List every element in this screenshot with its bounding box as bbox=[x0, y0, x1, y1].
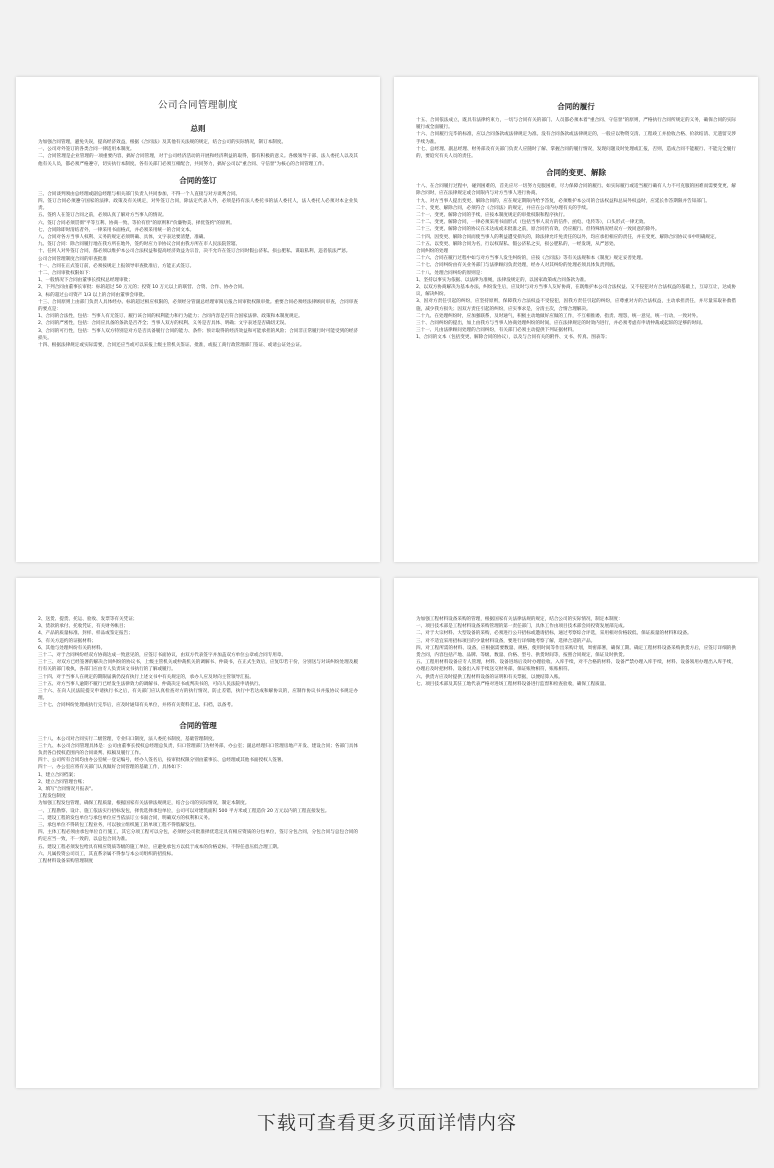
paragraph: 工程发包制度 bbox=[38, 794, 66, 800]
paragraph: 二十二、变更、解除合同，一律必须采用书面形式（包括当事人双方的信件、函电、电传等），口头形式一律无效。 bbox=[416, 220, 648, 226]
section-body-general bbox=[38, 139, 358, 168]
paragraph: 三十五、对方当事人逾期不履行已经发生法律效力的调解书、仲裁决定书或判决书的，可向人民法院申请执行。 bbox=[38, 681, 264, 687]
document-page-4 bbox=[394, 578, 758, 1088]
paragraph: 2、建立合同管理台账； bbox=[38, 779, 87, 785]
paragraph: 三十九、本公司合同管理具体是：公司由董事长授权总经理总负责，归口管理部门为财务部，办公室；副总经理归口管理房地产开发、建设合同；各部门具体负责各自授权范围内的合同谈判、拟稿及履行工作。 bbox=[38, 743, 358, 757]
paragraph: 为加强合同管理，避免失误，提高经济效益，根据《合同法》及其他有关法规的规定，结合公司的实际情况，制订本制度。 bbox=[38, 140, 287, 145]
section-heading-management: 合同的管理 bbox=[179, 720, 217, 730]
section-body-change bbox=[416, 183, 736, 341]
paragraph: 公司合同管理制度合同的审查批准 bbox=[38, 256, 107, 262]
paragraph: 十九、对方当事人提出变更、解除合同的，应在规定期限内给予答复，必须维护本公司的合法权益和总局外权益时，应延长作答期限并告知部门。 bbox=[416, 198, 711, 204]
section-body-performance bbox=[416, 117, 736, 160]
paragraph: 十八、在合同履行过程中，碰到困难的，首先应尽一切努力克服困难，尽力保障合同的履行。如实际履行或适当履行确有人力不可克服的困难而需要变更、解除合同时，应在法律规定或合同限内与对方当事人进行协商。 bbox=[416, 184, 736, 197]
paragraph: 三、对不适宜采用招标项目的少量材料设备，要进行详细地考察了解，选择合适的产品。 bbox=[416, 638, 596, 644]
paragraph: 十五、合同依法成立，既具有法律约束力，一切与合同有关的部门、人员都必须本着"重合同、守信誉"的原则，严格执行合同所规定的义务，确保合同的实际履行或全面履行。 bbox=[416, 118, 736, 131]
document-page-1 bbox=[16, 77, 380, 562]
paragraph: 七、项目技术部及其驻工地代表严格对进场工程材料设备进行监督和检查验收，确保工程质量。 bbox=[416, 681, 609, 687]
paragraph: 十、任何人对外签订合同，都必须以维护本公司合法权益和提高经济效益为宗旨，决不允许在签订合同时假公济私、损公肥私、谋取私利，违者依法严惩。 bbox=[38, 249, 351, 255]
paragraph: 3、因对方责任引起的纠纷，应坚持原则，保障我方合法权益不受侵犯，因我方责任引起的纠纷，应尊重对方的合法权益，主动承担责任，并尽量采取补救措施，减少我方损失；因双方责任引起的纠纷，应实事求是，分清主次，合情合理解决。 bbox=[416, 299, 736, 312]
paragraph: 1、合同的文本（包括变更、解除合同的协议），以及与合同有关的附件、文书、传真、图表等； bbox=[416, 335, 610, 341]
paragraph: 二十三、变更、解除合同的协议在未达成或未批准之前，原合同仍有效，仍应履行。但特殊情况经双方一致同意的除外。 bbox=[416, 227, 660, 233]
paragraph: 七、合同除即时清结者外，一律采用书面格式，并必须采用统一的合同文本。 bbox=[38, 227, 195, 233]
paragraph: 2、以双方协商解决为基本办法，纠纷发生后，应及时与对方当事人友好协商，在既维护本公司合法权益、又不侵犯对方合法权益的基础上，互谅互让，达成协议，解决纠纷。 bbox=[416, 285, 736, 298]
paragraph: 为加强工程材料设备采购的管理，根据国家有关法律法规的规定，结合公司的实际情况，制定本制度： bbox=[416, 617, 623, 622]
paragraph: 十一、合同在正式签订前，必须按规定上报领导审查批准后，方能正式签订。 bbox=[38, 263, 195, 269]
paragraph: 1、坚持以事实为依据、以法律为准绳，法律没规定的，以国家政策或合同条款为准。 bbox=[416, 277, 589, 283]
paragraph: 四十、公司所有合同均由办公室统一登记编号，经办人签名后，按审批权限分别由董事长、总经理或其他书面授权人签署。 bbox=[38, 758, 287, 764]
paragraph: 四、主体工程必须由承包单位自行施工，其它分项工程可以分包，必须经公司批准择优选定具有相应资质的分包单位，签订分包合同，分包合同与总包合同的约定应当一致，不一致的，以总包合同为准。 bbox=[38, 830, 358, 843]
paragraph: 3、标的超过公司资产 1/3 以上的合同由董事会审批。 bbox=[38, 292, 148, 298]
paragraph: 为加强工程发包管理，确保工程质量，根据国家有关法律法规规定，结合公司的实际情况，制定本制度。 bbox=[38, 801, 250, 807]
paragraph: 二十八、处理合同纠纷的原则是： bbox=[416, 270, 485, 276]
section-heading-general: 总则 bbox=[190, 124, 206, 133]
paragraph: 6、其他与处理纠纷有关的材料。 bbox=[38, 645, 106, 651]
paragraph: 三十七、合同纠纷处理或执行完毕后，应及时通知有关单位，并将有关资料汇总、归档，以备考。 bbox=[38, 703, 236, 709]
paragraph: 十二、合同审批权限如下： bbox=[38, 271, 94, 277]
paragraph: 1、建立合同档案； bbox=[38, 772, 78, 778]
paragraph: 3、货款的承付、托收凭证，有关财务帐目； bbox=[38, 624, 129, 630]
paragraph: 三十六、在向人民法院提交申请执行书之后，有关部门应认真检查对方的执行情况，防止差错，执行中若达成和解协议的，应制作协议书并报协议书规定办理。 bbox=[38, 689, 358, 702]
paragraph: 三十八、本公司对合同实行二级管理，专业归口制度，法人委托书制度，基础管理制度。 bbox=[38, 736, 218, 742]
paragraph: 2、合同的严密性，包括：合同应具备的条款是否齐全；当事人双方的权利、义务是否具体、明确；文字表述是否确切无误。 bbox=[38, 321, 289, 327]
paragraph: 4、产品的质量标准、封样、样品或鉴定报告； bbox=[38, 631, 133, 637]
paragraph: 三、承包单位不得转包工程业务，可以独立组织施工的单项工程不得肢解发包。 bbox=[38, 823, 199, 829]
paragraph: 三十三、对双方已经签署的解决合同纠纷的协议书，上级主管机关或仲裁机关的调解书、仲裁书，在正式生效后，应复印若干份，分别送与对该纠纷处理及履行有关的部门收执，各部门应由专人负责该文书执行的了解或履行。 bbox=[38, 660, 358, 673]
paragraph: 六、供货方应及时提供工程材料设备的证明和有关票据，以便结算入账。 bbox=[416, 674, 564, 680]
paragraph: 二十五、以变更、解除合同为名，行以权谋私、假公济私之实，损公肥私的，一经发现，从严惩处。 bbox=[416, 241, 619, 247]
paragraph: 三、合同谈判须由总经理或副总经理与相关部门负责人共同参加，不得一个人直接与对方谈判合同。 bbox=[38, 191, 241, 197]
paragraph: 二十、变更、解除合同，必须符合《合同法》的规定，并应在公司内办理有关的手续。 bbox=[416, 205, 591, 211]
paragraph: 十三、合同原则上由部门负责人具体经办。标的超过相应权限的，必须经分管副总经理审阅后报合同审批权限审批。重要合同必须经法律顾问审查，合同审查的要点是： bbox=[38, 299, 358, 313]
paragraph: 5、有关方违约的证据材料； bbox=[38, 638, 97, 644]
paragraph: 四十一、办公室应将有关部门认真做好合同管理的基础工作，具体如下： bbox=[38, 765, 186, 771]
paragraph: 二十四、因变更、解除合同而使当事人的利益遭受损失的，除法律允许免责任的以外，均应承担相应的责任，并在变更、解除合同协议书中明确规定。 bbox=[416, 234, 720, 240]
paragraph: 十六、合同履行完毕的标准，应以合同条款或法律规定为准。没有合同条款或法律规定的，一般应以物资交清、工程竣工并验收合格、价款结清、无遗留交涉手续为准。 bbox=[416, 132, 736, 145]
section-heading-signing: 合同的签订 bbox=[179, 175, 217, 185]
paragraph: 二十六、合同在履行过程中如与对方当事人发生纠纷的，应按《合同法》等有关法规和本《制度》规定妥善处理。 bbox=[416, 256, 646, 262]
paragraph: 一、公司对外签订的各类合同一律适用本制度。 bbox=[38, 147, 135, 153]
paragraph: 二十七、合同纠纷由有关业务部门与法律顾问负责处理，经办人对其纠纷的处理必须具体负责到底。 bbox=[416, 263, 619, 269]
paragraph: 二、建设工程的发包单位与承包单位应当依法订立书面合同，明确双方的权利和义务。 bbox=[38, 815, 213, 821]
paragraph: 九、签订合同：除合同履行地在我方所在地外，签约时应力争协议合同由我方所在市人民法院管辖。 bbox=[38, 242, 241, 248]
paragraph: 二十九、在处理纠纷时，应加强联系，及时通气，积极主动地做好应做的工作，不互相推诿、指责、埋怨，统一意见，统一行动，一致对外。 bbox=[416, 313, 701, 319]
section-body-procurement bbox=[416, 616, 736, 688]
paragraph: 四、对工程所需的材料、设备，应根据需要数量、规格，使用时间等作出采购计划，周密部署，确保工期。确定工程材料设备采购供货方后，应签订详细的供货合同，内容包括产地、品牌、等级、数量、价格、型号、供货时间等，按照合同规定，保证及时供货。 bbox=[416, 645, 736, 659]
section-body-management bbox=[38, 736, 358, 866]
paragraph: 五、签约人在签订合同之前，必须认真了解对方当事人的情况。 bbox=[38, 213, 167, 219]
paragraph: 二、对于大宗材料、大型设备的采购，必须进行公开招标或邀请招标，通过考察综合评选，采用相对价格较低、保证质量的材料和设备。 bbox=[416, 631, 692, 637]
paragraph: 二十一、变更、解除合同的手续，应按本制度规定的审批权限和程序执行。 bbox=[416, 213, 568, 219]
paragraph: 五、建设工程必须发包给具有相应资质等级的施工单位，应避免承包方以低于成本的价格竞标，不得任意压低合理工期。 bbox=[38, 844, 282, 850]
paragraph: 2、下列合同由董事长审批：标的超过 50 万元的；投资 10 万元以上的联营、合资、合作、协办合同。 bbox=[38, 285, 247, 291]
download-more-banner[interactable]: 下载可查看更多页面详情内容 bbox=[256, 1112, 517, 1134]
paragraph: 二、合同管理是企业管理的一项重要内容，搞好合同管理，对于公司经济活动的开展和经济利益的取得，都有积极的意义。各级领导干部、法人委托人以及其他有关人员，都必须严格遵守，切实执行本制度。各有关部门必须互相配合，共同努力，搞好公司以"重合同、守信誉"为核心的合同管理工作。 bbox=[38, 154, 358, 167]
section-body-dispute-cont bbox=[38, 616, 358, 710]
section-heading-performance: 合同的履行 bbox=[557, 102, 595, 111]
paragraph: 1、一般情况下合同由董事长授权总经理审批； bbox=[38, 278, 133, 284]
paragraph: 2、送货、提货、托运、验收、发票等有关凭证； bbox=[38, 617, 138, 622]
paragraph: 三十一、凡由法律顾问处理的合同纠纷，有关部门必须主动提供下列证据材料。 bbox=[416, 328, 577, 334]
paragraph: 六、凡属投资公司员工，其直系亲属不得参与本公司组织的招投标。 bbox=[38, 851, 176, 857]
paragraph: 三十二、对于合同纠纷经双方协商达成一致意见的，应签订书面协议，由双方代表签字并加盖双方单位公章或合同专用章。 bbox=[38, 653, 287, 659]
paragraph: 三十、合同纠纷的提出，加上由我方与当事人协商处理纠纷的时间，应在法律规定的时效内进行，并必须考虑有申请仲裁或起诉的足够的时间。 bbox=[416, 321, 706, 327]
paragraph: 三十四、对于当事人在规定的期限届满仍没有执行上述文书中有关规定的，承办人应及时向主管领导汇报。 bbox=[38, 674, 254, 680]
paragraph: 四、签订合同必须遵守国家的法律、政策及有关规定，对外签订合同，除法定代表人外，必须是持有法人委托书的法人委托人，法人委托人必须对本企业负责。 bbox=[38, 199, 358, 212]
section-heading-change: 合同的变更、解除 bbox=[546, 168, 606, 178]
document-title: 公司合同管理制度 bbox=[157, 100, 238, 111]
section-body-signing bbox=[38, 191, 358, 349]
paragraph: 一、项目技术部是工程材料设备采购管理的第一责任部门，具体工作由项目技术部会同投资发展部完成。 bbox=[416, 624, 628, 630]
paragraph: 十七、总经理、副总经理、财务部及有关部门负责人应随时了解、掌握合同的履行情况，发现问题及时处理或汇报，否则，造成合同不能履行、不能完全履行的，要追究有关人员的责任。 bbox=[416, 146, 736, 160]
paragraph: 八、合同对各方当事人权利、义务的规定必须明确、具体，文字表达要清楚、准确。 bbox=[38, 235, 208, 241]
document-page-3 bbox=[16, 578, 380, 1088]
paragraph: 3、填写"合同情况月报表"。 bbox=[38, 787, 96, 793]
document-page-2 bbox=[394, 77, 758, 562]
paragraph: 十四、根据法律规定或实际需要，合同还应当或可以采报上级主管机关鉴证、批准，或报工商行政管理部门签证、或请公证处公证。 bbox=[38, 343, 305, 349]
paragraph: 一、工程勘察、设计、施工依法实行招标发包，择优选择承包单位，公司可以对建筑面积 500 平方米或工程造价 20 万元以内的工程直接发包。 bbox=[38, 808, 330, 814]
paragraph: 合同纠纷的处理 bbox=[416, 249, 449, 255]
paragraph: 1、合同的合法性，包括：当事人有无签订、履行该合同的权利能力和行为能力；合同内容是否符合国家法律、政策和本制度规定。 bbox=[38, 314, 303, 320]
paragraph: 工程材料设备采购管理制度 bbox=[38, 859, 94, 865]
paragraph: 3、合同的可行性，包括：当事人双方特别是对方是否具备履行合同的能力、条件；预计取得的经济效益和可能承担的风险；合同非正常履行时可能受到的经济损失。 bbox=[38, 328, 358, 341]
paragraph: 五、工程用材料设备应专人管理，材料、设备进场后及时办理验收、入库手续，对不合格的材料、设备严禁办理入库手续，材料、设备领用办理出入库手续，办理后及时把材料、设备出入库手续送交财务部，保证账物相符，账账相符。 bbox=[416, 660, 736, 673]
paragraph: 六、签订合同必须贯彻"平等互利、协商一致、等价有偿"的原则和"价廉物美、择优签约"的原则。 bbox=[38, 220, 235, 226]
